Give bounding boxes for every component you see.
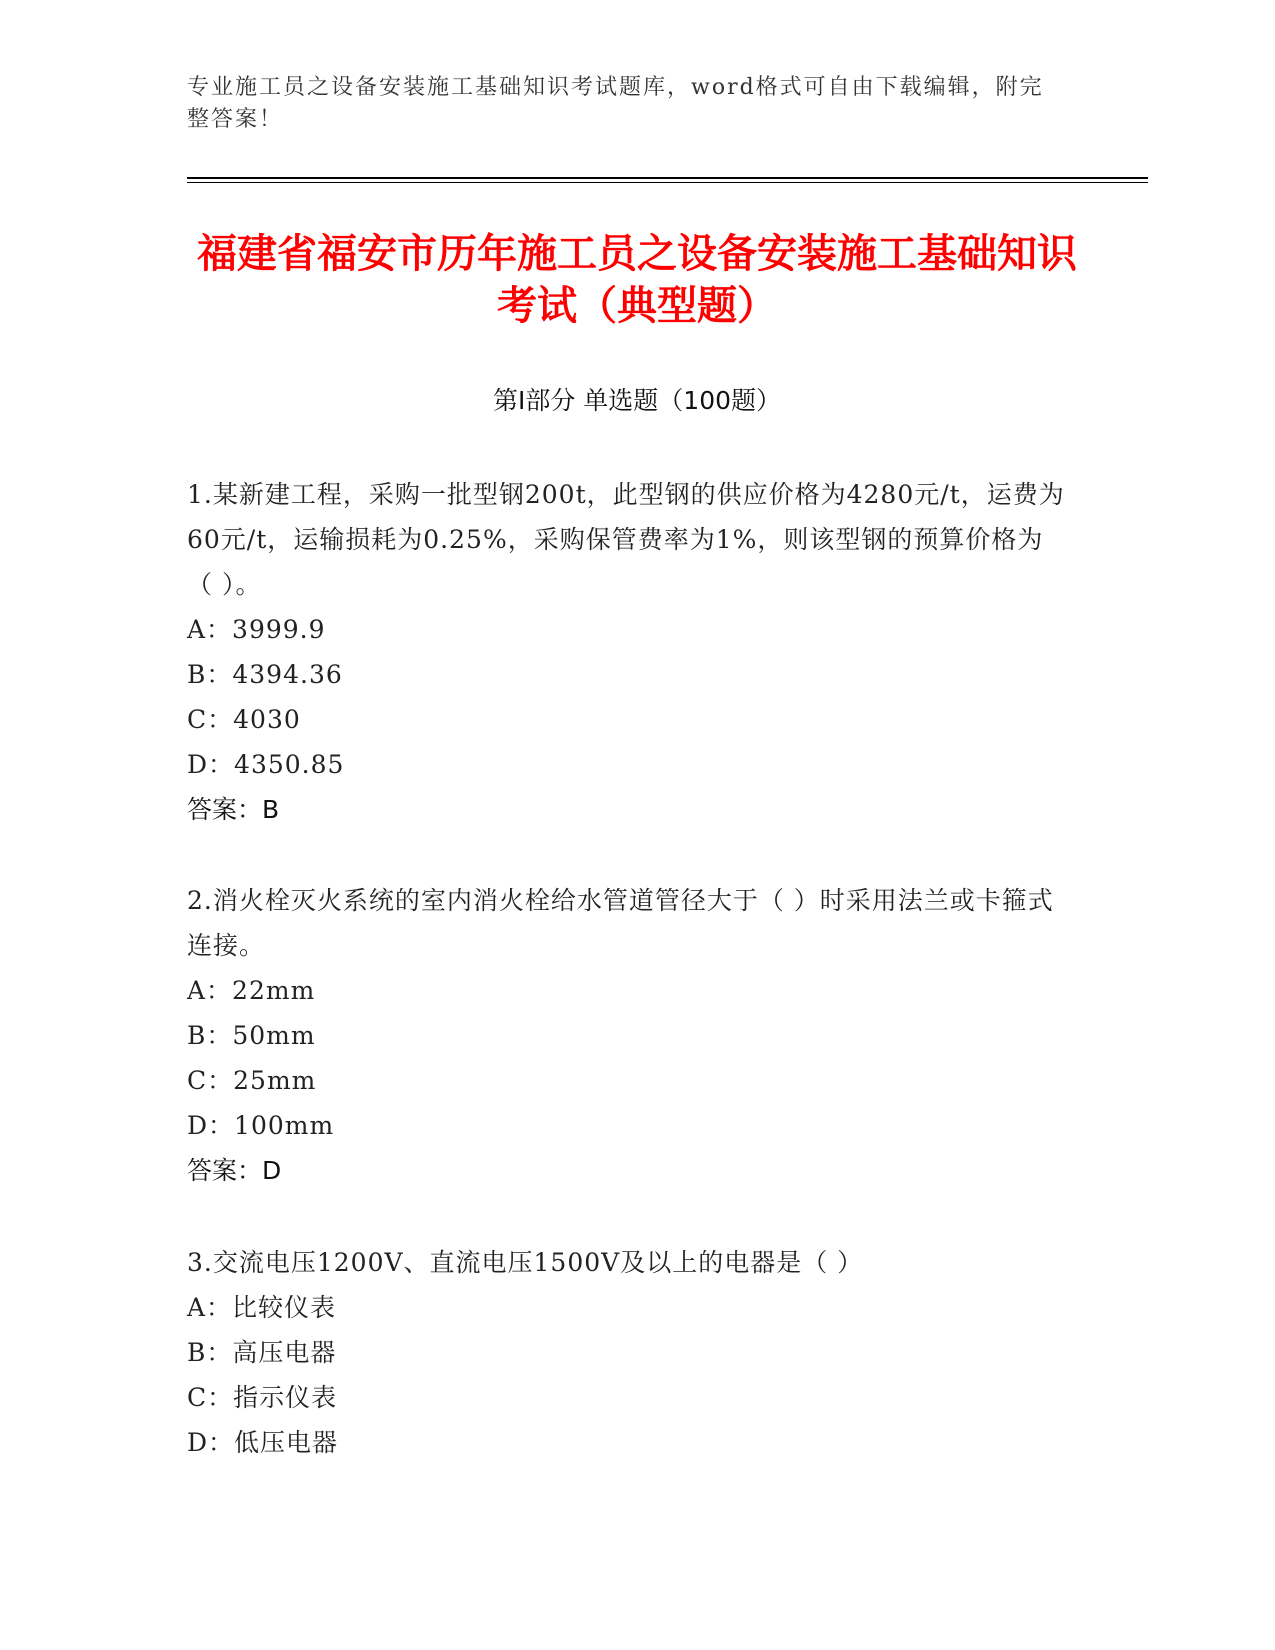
option-a: A：22mm [187,976,316,1005]
header-divider-thick [187,177,1148,179]
option-d: D：4350.85 [187,750,345,779]
option-b: B：4394.36 [187,660,343,689]
question-stem: 3.交流电压1200V、直流电压1500V及以上的电器是（ ） [187,1248,864,1277]
section-heading: 第Ⅰ部分 单选题（100题） [492,386,782,415]
header-note: 专业施工员之设备安装施工基础知识考试题库，word格式可自由下载编辑，附完整答案！ [187,75,1044,132]
question-stem: 1.某新建工程，采购一批型钢200t，此型钢的供应价格为4280元/t，运费为60元/t，运输损耗为0.25%，采购保管费率为1%，则该型钢的预算价格为（ ）。 [187,480,1065,599]
document-title: 福建省福安市历年施工员之设备安装施工基础知识考试（典型题） [197,231,1077,329]
question-3 [187,1240,1067,1465]
option-d: D：100mm [187,1111,335,1140]
option-c: C：指示仪表 [187,1383,338,1412]
header-divider-thin [187,182,1148,183]
question-1 [187,472,1067,832]
question-2 [187,878,1067,1193]
answer-line: 答案：B [187,795,280,824]
option-b: B：50mm [187,1021,316,1050]
option-b: B：高压电器 [187,1338,337,1367]
option-c: C：4030 [187,705,301,734]
question-stem: 2.消火栓灭火系统的室内消火栓给水管道管径大于（ ）时采用法兰或卡箍式连接。 [187,886,1054,960]
option-d: D：低压电器 [187,1428,339,1457]
option-a: A：比较仪表 [187,1293,337,1322]
answer-line: 答案：D [187,1156,282,1185]
option-a: A：3999.9 [187,615,326,644]
option-c: C：25mm [187,1066,317,1095]
